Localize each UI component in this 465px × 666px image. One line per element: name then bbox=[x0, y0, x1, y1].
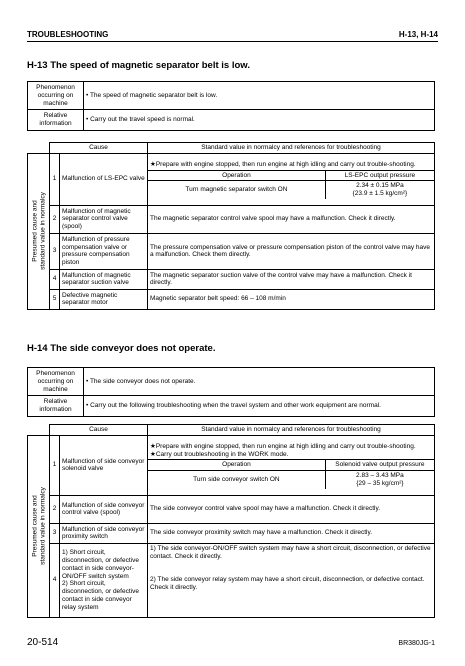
h14-row-number: 1 bbox=[50, 435, 60, 495]
h13-row-number: 4 bbox=[50, 269, 60, 289]
h14-prep-note: ★Prepare with engine stopped, then run engine at high idling and carry out trouble-shooting. bbox=[150, 442, 416, 450]
h14-row-cause: Malfunction of side conveyor proximity switch bbox=[60, 523, 148, 543]
h13-row-standard: The magnetic separator suction valve of the control valve may have a malfunction. Check it directly. bbox=[148, 269, 435, 289]
h14-side-label: Presumed cause and standard value in normalcy bbox=[28, 435, 50, 617]
header-section: TROUBLESHOOTING bbox=[27, 30, 109, 39]
h14-col-standard: Standard value in normalcy and references for troubleshooting bbox=[148, 425, 435, 436]
h13-row-cause: Malfunction of magnetic separator control valve (spool) bbox=[60, 205, 148, 233]
header-codes: H-13, H-14 bbox=[398, 30, 438, 39]
h13-row-number: 3 bbox=[50, 233, 60, 269]
h13-sub-pressure: 2.34 ± 0.15 MPa {23.9 ± 1.5 kg/cm²} bbox=[325, 181, 434, 199]
h13-col-standard: Standard value in normalcy and references for troubleshooting bbox=[148, 143, 435, 154]
h13-row-number: 5 bbox=[50, 289, 60, 309]
h13-row-number: 2 bbox=[50, 205, 60, 233]
h13-phenomenon-label: Phenomenon occurring on machine bbox=[28, 82, 84, 110]
h13-col-cause: Cause bbox=[50, 143, 148, 154]
h13-sub-operation: Turn magnetic separator switch ON bbox=[148, 181, 325, 199]
h14-pressure-subtable bbox=[148, 459, 434, 488]
model-code: BR380JG-1 bbox=[398, 640, 435, 647]
h13-row-standard bbox=[148, 153, 435, 205]
h13-cause-table bbox=[27, 142, 435, 310]
h14-row-number: 2 bbox=[50, 495, 60, 523]
h14-row-number: 3 bbox=[50, 523, 60, 543]
h14-row-standard bbox=[148, 435, 435, 495]
h14-info-table bbox=[27, 367, 435, 417]
h14-row-standard: The side conveyor proximity switch may have a malfunction. Check it directly. bbox=[148, 523, 435, 543]
h13-row-cause: Defective magnetic separator motor bbox=[60, 289, 148, 309]
h14-relative: • Carry out the following troubleshooting when the travel system and other work equipment are normal. bbox=[84, 396, 435, 417]
h13-row-cause: Malfunction of LS-EPC valve bbox=[60, 153, 148, 205]
h14-cause-table bbox=[27, 424, 435, 618]
h14-relative-label: Relative information bbox=[28, 396, 84, 417]
h14-title: H-14 The side conveyor does not operate. bbox=[27, 343, 216, 354]
h14-mode-note: ★Carry out troubleshooting in the WORK mode. bbox=[150, 450, 289, 458]
h14-col-cause: Cause bbox=[50, 425, 148, 436]
h13-sub-head-operation: Operation bbox=[148, 170, 325, 181]
h13-row-number: 1 bbox=[50, 153, 60, 205]
h13-prep-note: ★Prepare with engine stopped, then run engine at high idling and carry out trouble-shooting. bbox=[150, 160, 416, 168]
h13-title: H-13 The speed of magnetic separator belt is low. bbox=[27, 60, 250, 71]
h14-row-cause: 1) Short circuit, disconnection, or defective contact in side conveyor-ON/OFF switch system 2) Short circuit, disconnection, or defective contact in side conveyor relay system bbox=[60, 543, 148, 617]
h14-phenomenon: • The side conveyor does not operate. bbox=[84, 368, 435, 396]
page-number: 20-514 bbox=[27, 637, 59, 648]
h13-pressure-subtable bbox=[148, 170, 434, 199]
h13-row-standard: The pressure compensation valve or pressure compensation piston of the control valve may have a malfunction. Check them directly. bbox=[148, 233, 435, 269]
h13-phenomenon: • The speed of magnetic separator belt is low. bbox=[84, 82, 435, 110]
h14-phenomenon-label: Phenomenon occurring on machine bbox=[28, 368, 84, 396]
h14-sub-head-operation: Operation bbox=[148, 460, 325, 471]
h13-info-table bbox=[27, 81, 435, 131]
h14-sub-operation: Turn side conveyor switch ON bbox=[148, 471, 325, 489]
h13-relative: • Carry out the travel speed is normal. bbox=[84, 110, 435, 131]
h14-row-number: 4 bbox=[50, 543, 60, 617]
h13-row-standard: The magnetic separator control valve spool may have a malfunction. Check it directly. bbox=[148, 205, 435, 233]
h13-row-cause: Malfunction of magnetic separator suction valve bbox=[60, 269, 148, 289]
h14-row-cause: Malfunction of side conveyor solenoid valve bbox=[60, 435, 148, 495]
h14-sub-pressure: 2.83 – 3.43 MPa {29 – 35 kg/cm²} bbox=[325, 471, 434, 489]
h13-relative-label: Relative information bbox=[28, 110, 84, 131]
h14-sub-head-pressure: Solenoid valve output pressure bbox=[325, 460, 434, 471]
header-rule bbox=[27, 41, 438, 42]
h14-row-cause: Malfunction of side conveyor control valve (spool) bbox=[60, 495, 148, 523]
h14-row-standard: The side conveyor control valve spool may have a malfunction. Check it directly. bbox=[148, 495, 435, 523]
h13-row-cause: Malfunction of pressure compensation valve or pressure compensation piston bbox=[60, 233, 148, 269]
h13-row-standard: Magnetic separator belt speed: 66 – 108 m/min bbox=[148, 289, 435, 309]
h13-sub-head-pressure: LS-EPC output pressure bbox=[325, 170, 434, 181]
h14-row-standard: 1) The side conveyor-ON/OFF switch system may have a short circuit, disconnection, or defective contact. Check it directly. 2) The side conveyor relay system may have a short circuit, disconnection, or defective contact. Check it directly. bbox=[148, 543, 435, 617]
h13-side-label: Presumed cause and standard value in normalcy bbox=[28, 153, 50, 309]
